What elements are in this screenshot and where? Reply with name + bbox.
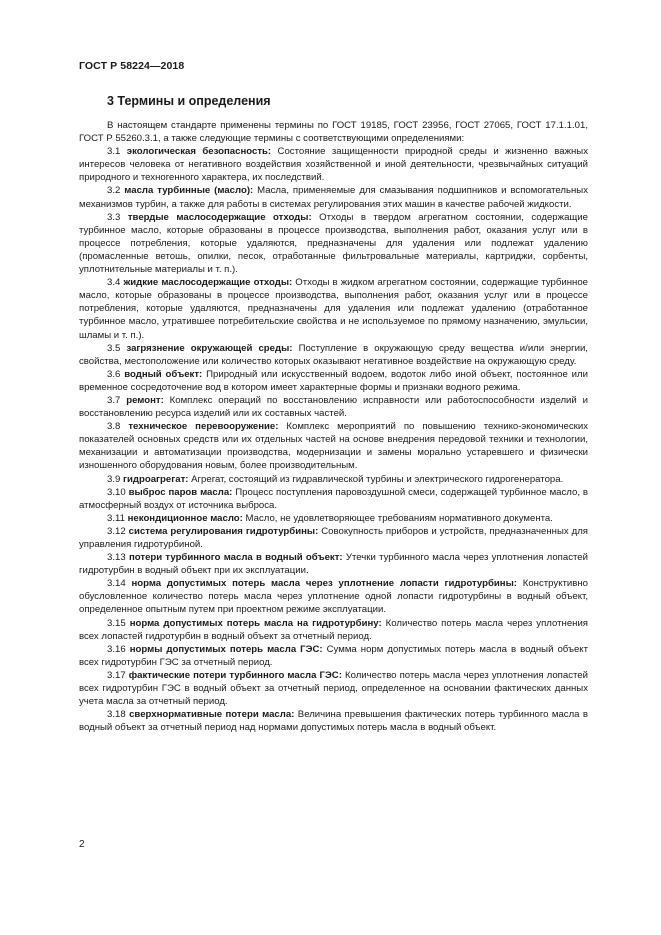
term-text: Количество потерь масла через уплотнения лопастей всех гидротурбин ГЭС в водный объект за отчетный период, определенное на основании фактических данных учета масла за отчетный период. [79,669,588,708]
terms-list [79,145,588,734]
term-name: выброс паров масла: [128,486,233,498]
term-name: фактические потери турбинного масла ГЭС: [128,669,342,681]
term-text: Количество потерь масла через уплотнения всех лопастей гидротурбин в водный объект за отчетный период. [79,617,589,642]
term-text: Состояние защищенности природной среды и жизненно важных интересов человека от негативного воздействия хозяйственной и иной деятельности, чрезвычайных ситуаций природного и техногенного характера, их последствий. [79,146,589,184]
term-number: 3.4 [107,277,121,289]
term-definition [79,577,588,616]
term-name: твердые маслосодержащие отходы: [127,211,312,223]
term-text: Конструктивно обусловленное количество потерь масла через уплотнение одной лопасти гидротурбины в водный объект, определенное опытным путем при проектном режиме эксплуатации. [79,578,588,616]
term-text: Масло, не удовлетворяющее требованиям нормативного документа. [245,512,553,524]
term-definition [79,342,588,368]
term-number: 3.17 [107,669,126,681]
term-definition [79,420,588,472]
term-number: 3.16 [107,643,126,655]
term-definition [79,184,588,210]
terms-body [79,119,588,734]
term-number: 3.10 [107,486,126,498]
term-name: некондиционное масло: [127,512,243,524]
term-name: экологическая безопасность: [126,146,272,158]
term-name: жидкие маслосодержащие отходы: [123,277,293,289]
term-definition [79,473,588,486]
term-name: гидроагрегат: [123,473,189,485]
term-definition [79,525,588,551]
term-number: 3.11 [107,512,125,524]
term-definition [79,512,588,525]
term-definition [79,211,588,276]
term-number: 3.2 [107,185,121,197]
term-text: Отходы в твердом агрегатном состоянии, содержащие турбинное масло, которые образованы в процессе производства, выполнения работ, оказания услуг или в процессе потребления, которые удаляются, предназначены для удаления или подлежат удалению (промасленные ветошь, опилки, песок, отработанные фильтровальные материалы, картриджи, сорбенты, уплотнительные материалы и т. п.). [79,211,588,276]
term-name: норма допустимых потерь масла на гидротурбину: [129,617,382,629]
term-name: нормы допустимых потерь масла ГЭС: [129,643,323,655]
term-text: Поступление в окружающую среду вещества и/или энергии, свойства, местоположение или количество которых оказывают негативное воздействие на окружающую среду. [79,342,588,367]
term-definition [79,486,588,512]
term-name: масла турбинные (масло): [124,185,254,197]
term-name: норма допустимых потерь масла через уплотнение лопасти гидротурбины: [131,578,517,590]
term-number: 3.6 [107,368,121,380]
term-text: Масла, применяемые для смазывания подшипников и вспомогательных механизмов турбин, а также для работы в системах регулирования этих машин в качестве рабочей жидкости. [79,185,588,210]
document-header: ГОСТ Р 58224—2018 [79,60,185,72]
page-number: 2 [79,839,85,850]
term-definition [79,669,588,708]
term-text: Величина превышения фактических потерь турбинного масла в водный объект за отчетный период над нормами допустимых потерь масла в водный объект. [79,709,589,734]
term-number: 3.15 [107,617,126,629]
term-definition [79,145,588,184]
term-name: техническое перевооружение: [128,421,279,433]
term-text: Утечки турбинного масла через уплотнения лопастей гидротурбин в водный объект при их эксплуатации. [79,552,588,577]
term-name: потери турбинного масла в водный объект: [128,552,343,564]
term-definition [79,617,588,643]
term-name: ремонт: [126,394,164,406]
term-text: Совокупность приборов и устройств, предназначенных для управления гидротурбиной. [79,525,588,550]
term-text: Комплекс мероприятий по повышению технико-экономических показателей основных средств или их отдельных частей на основе внедрения передовой техники и технологии, механизации и автоматизации производства, модернизации и замены морально устаревшего и физически изношенного оборудования новым, более производительным. [79,421,589,472]
term-text: Агрегат, состоящий из гидравлической турбины и электрического гидрогенератора. [191,473,564,485]
term-text: Природный или искусственный водоем, водоток либо иной объект, постоянное или временное сосредоточение вод в котором имеет характерные формы и признаки водного режима. [79,368,588,393]
section-title: 3 Термины и определения [107,94,271,108]
term-name: система регулирования гидротурбины: [128,525,319,537]
term-text: Сумма норм допустимых потерь масла в водный объект всех гидротурбин ГЭС за отчетный период. [79,643,588,668]
term-number: 3.8 [107,421,121,433]
term-text: Процесс поступления паровоздушной смеси, содержащей турбинное масло, в атмосферный воздух от источника выброса. [79,486,588,511]
term-name: водный объект: [124,368,203,380]
term-number: 3.14 [107,578,126,590]
term-number: 3.13 [107,552,126,564]
term-number: 3.5 [107,342,121,354]
term-text: Отходы в жидком агрегатном состоянии, содержащие турбинное масло, которые образованы в процессе производства, выполнения работ, оказания услуг или в процессе потребления, которые удаляются, предназначены для удаления или подлежат удалению (отработанное турбинное масло, утратившее потребительские свойства и не используемое по прямому назначению, эмульсии, шламы и т. п.). [79,277,589,341]
term-number: 3.9 [107,473,121,485]
term-definition [79,551,588,577]
term-definition [79,276,588,341]
term-name: загрязнение окружающей среды: [126,342,293,354]
term-number: 3.12 [107,525,126,537]
term-text: Комплекс операций по восстановлению исправности или работоспособности изделий и восстановлению ресурса изделий или их составных частей. [79,394,588,420]
term-definition [79,643,588,669]
term-name: сверхнормативные потери масла: [129,709,295,721]
term-definition [79,708,588,734]
term-definition [79,394,588,420]
intro-paragraph: В настоящем стандарте применены термины по ГОСТ 19185, ГОСТ 23956, ГОСТ 27065, ГОСТ 17.1.1.01, ГОСТ Р 55260.3.1, а также следующие термины с соответствующими определениями: [79,120,588,145]
term-definition [79,368,588,394]
term-number: 3.1 [107,146,121,158]
term-number: 3.18 [107,709,126,721]
term-number: 3.3 [107,211,121,223]
term-number: 3.7 [107,394,121,406]
